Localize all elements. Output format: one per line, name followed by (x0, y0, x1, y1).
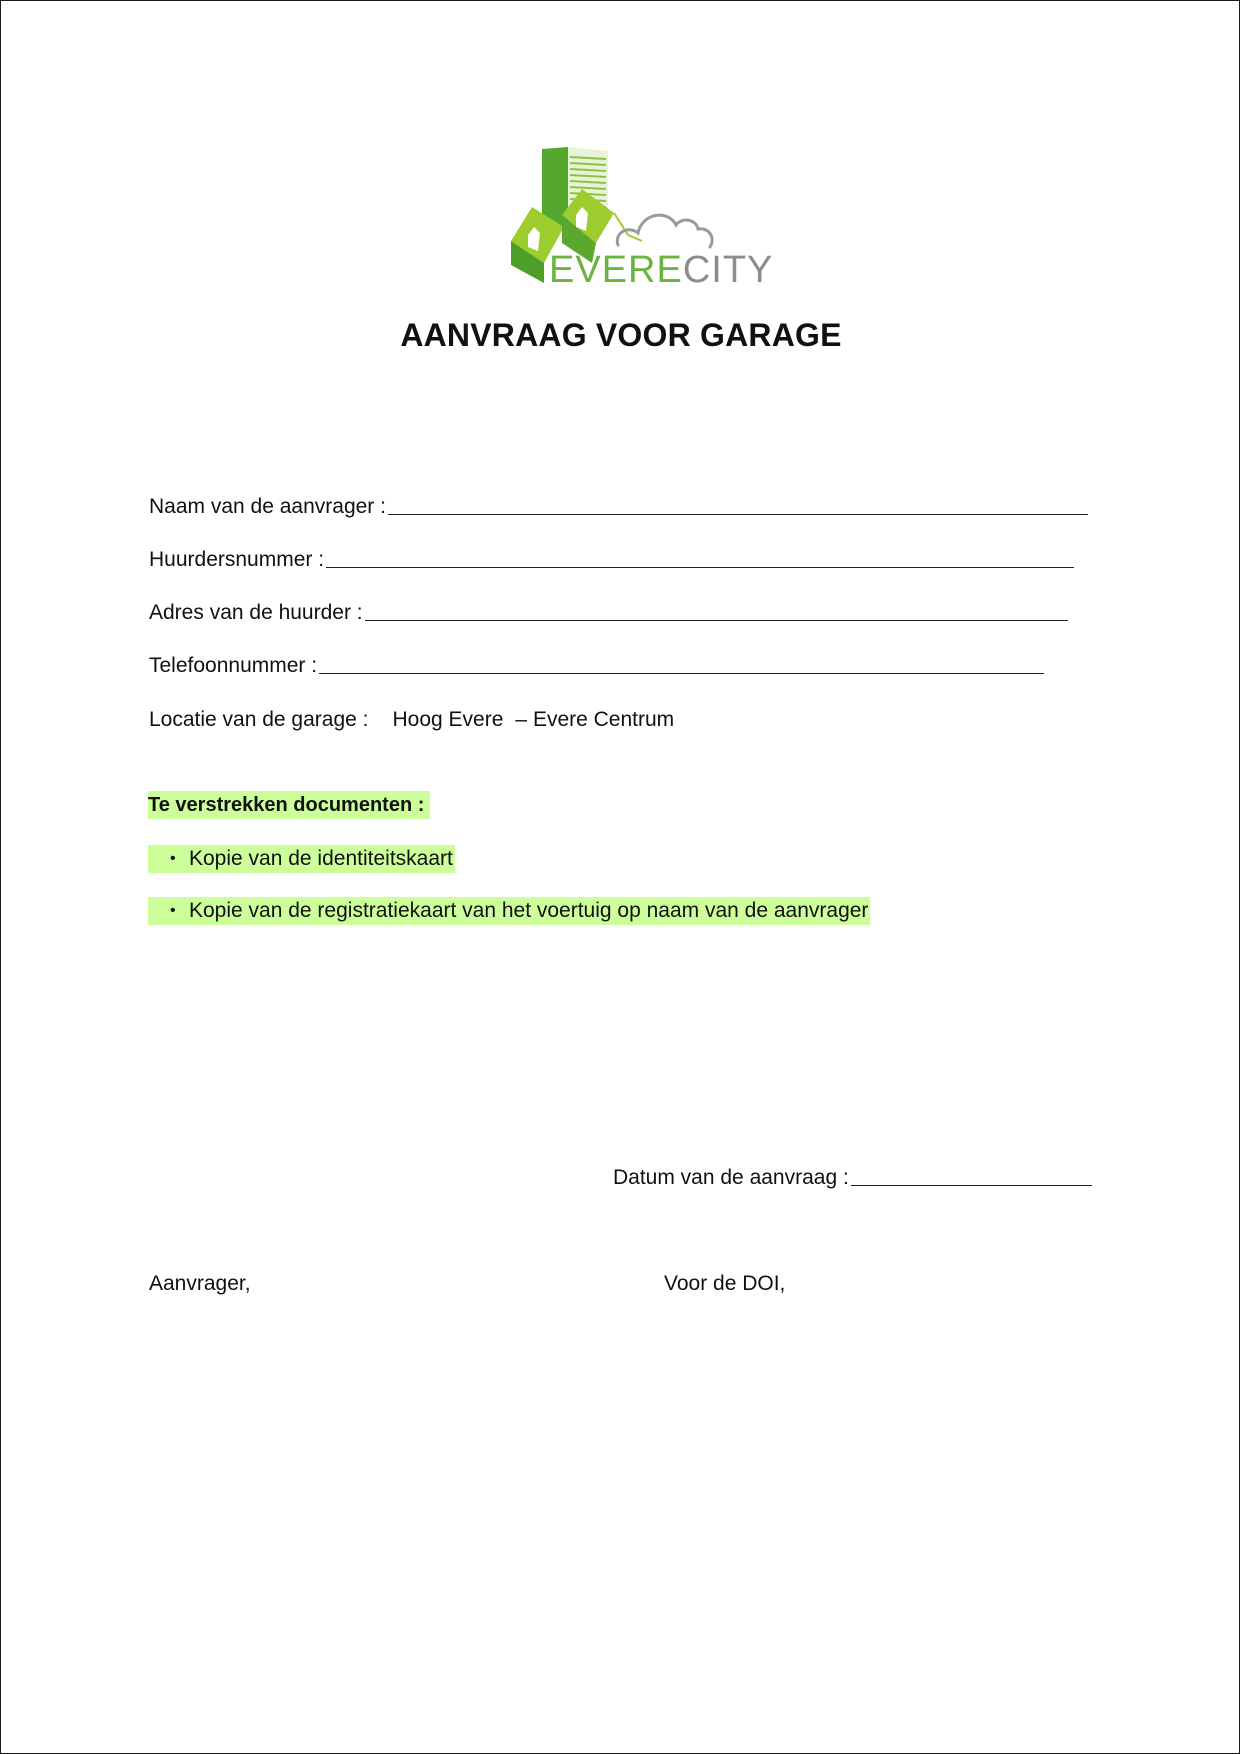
tenant-address-label: Adres van de huurder : (149, 601, 363, 624)
documents-heading: Te verstrekken documenten : (148, 791, 430, 819)
location-option-hoog-evere[interactable]: Hoog Evere (392, 708, 504, 731)
request-date-label: Datum van de aanvraag : (613, 1166, 849, 1189)
bullet-icon: • (170, 850, 176, 867)
phone-number-line[interactable] (319, 673, 1044, 674)
tenant-address-field (149, 599, 1068, 627)
location-option-evere-centrum[interactable]: Evere Centrum (532, 708, 675, 731)
logo-wordmark (549, 251, 773, 289)
document-item-registration-card: Kopie van de registratiekaart van het voertuig op naam van de aanvrager (189, 899, 869, 922)
request-date-line[interactable] (851, 1185, 1092, 1186)
garage-location-label: Locatie van de garage : (149, 708, 369, 731)
garage-location-row (149, 706, 674, 734)
list-item (148, 845, 455, 873)
location-separator: – (515, 708, 528, 731)
bullet-icon: • (170, 902, 176, 919)
applicant-signature-label: Aanvrager, (149, 1272, 251, 1295)
tenant-number-line[interactable] (326, 567, 1074, 568)
doi-signature-label: Voor de DOI, (664, 1272, 786, 1295)
document-item-id-card: Kopie van de identiteitskaart (189, 847, 453, 870)
logo-word-city: CITY (682, 249, 774, 291)
tenant-address-line[interactable] (365, 620, 1068, 621)
phone-number-field (149, 652, 1044, 680)
applicant-name-field (149, 493, 1088, 521)
phone-number-label: Telefoonnummer : (149, 654, 318, 677)
tenant-number-field (149, 546, 1074, 574)
tenant-number-label: Huurdersnummer : (149, 548, 325, 571)
logo-word-evere: EVERE (549, 249, 683, 291)
applicant-name-line[interactable] (388, 514, 1088, 515)
applicant-name-label: Naam van de aanvrager : (149, 495, 386, 518)
page-title: AANVRAAG VOOR GARAGE (400, 317, 842, 353)
request-date-field (613, 1164, 1092, 1192)
list-item (148, 897, 870, 925)
